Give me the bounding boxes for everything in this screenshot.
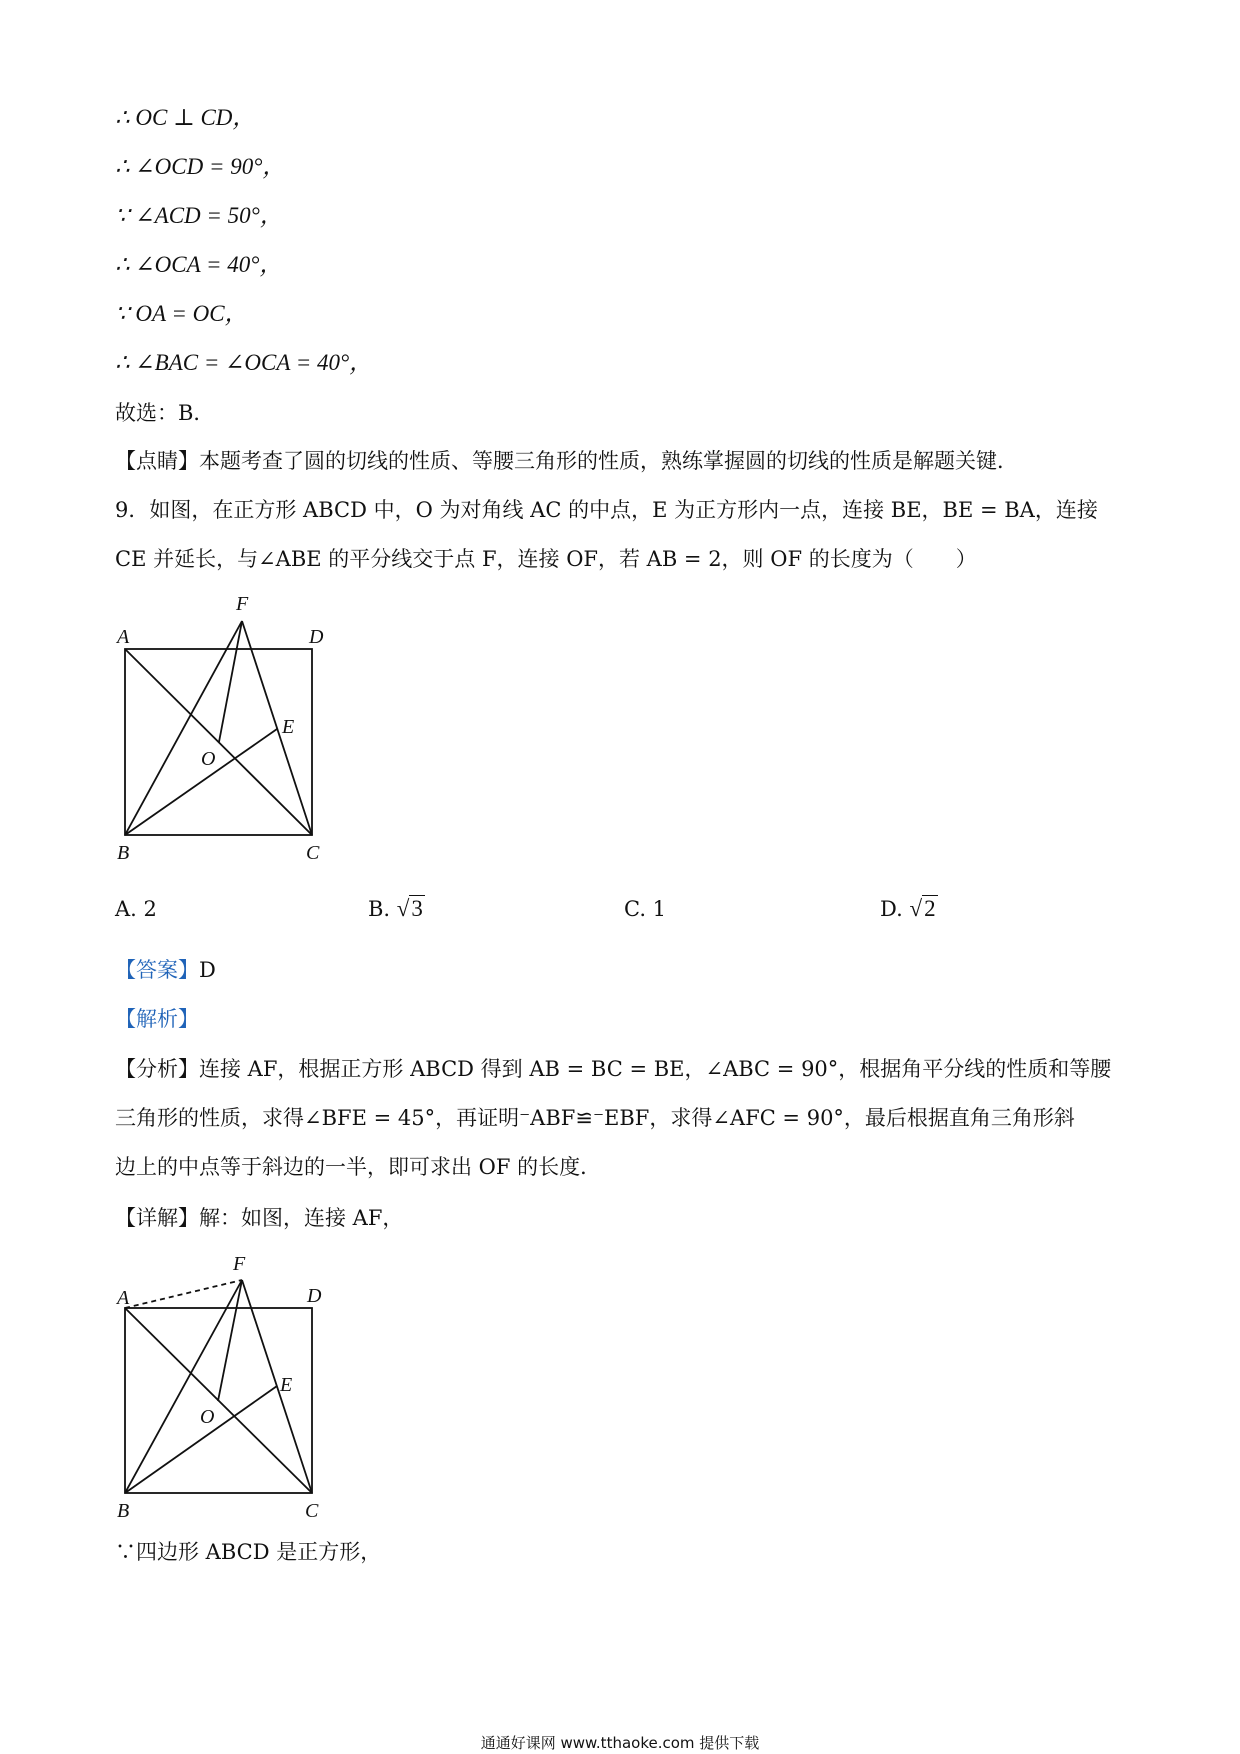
label-f-2: F <box>233 1253 246 1275</box>
figure-square-2 <box>105 1248 345 1528</box>
label-e: E <box>282 716 295 738</box>
label-f: F <box>236 593 249 615</box>
dianjing-tag: 【点睛】 <box>115 449 199 473</box>
label-e-2: E <box>280 1374 293 1396</box>
segment-be <box>125 729 277 835</box>
dianjing-paragraph <box>115 446 1018 476</box>
option-d-prefix: D. <box>880 897 903 921</box>
fenxi-text-1: 连接 AF，根据正方形 ABCD 得到 AB = BC = BE，∠ABC = 90°，根据角平分线的性质和等腰 <box>199 1057 1112 1081</box>
option-a: A. 2 <box>115 897 157 921</box>
xiangjie-line <box>115 1203 403 1233</box>
derivation-line-4: ∴ ∠OCA = 40°， <box>115 252 283 277</box>
segment-of <box>219 621 242 742</box>
label-a-2: A <box>117 1287 130 1309</box>
option-b <box>368 894 425 924</box>
segment-bf <box>125 621 242 835</box>
label-b-2: B <box>117 1500 130 1522</box>
diagonal-ac <box>125 649 312 835</box>
option-b-sqrt: √3 <box>396 896 423 921</box>
footer-watermark: 通通好课网 www.tthaoke.com 提供下载 <box>480 1734 760 1752</box>
option-d-sqrt: √2 <box>909 896 936 921</box>
dashed-segment-af <box>125 1280 242 1308</box>
label-a: A <box>117 626 130 648</box>
figure-square-1 <box>105 585 345 875</box>
option-c: C. 1 <box>624 897 667 921</box>
label-c-2: C <box>305 1500 319 1522</box>
label-o-2: O <box>200 1406 215 1428</box>
answer-value: D <box>199 958 216 982</box>
answer-line <box>115 955 216 985</box>
label-c: C <box>306 842 320 864</box>
fenxi-line-2: 三角形的性质，求得∠BFE = 45°，再证明⁻ABF≌⁻EBF，求得∠AFC = 90°，最后根据直角三角形斜 <box>115 1106 1075 1130</box>
segment-bf-2 <box>125 1280 242 1493</box>
fenxi-line-1 <box>115 1054 1111 1084</box>
segment-cf <box>242 621 312 835</box>
label-d-2: D <box>307 1285 322 1307</box>
fenxi-tag: 【分析】 <box>115 1057 199 1081</box>
last-line: ∵四边形 ABCD 是正方形， <box>115 1540 382 1564</box>
answer-tag: 【答案】 <box>115 958 199 982</box>
label-b: B <box>117 842 130 864</box>
xiangjie-text: 解：如图，连接 AF， <box>199 1206 404 1230</box>
label-o: O <box>201 748 216 770</box>
choice-line: 故选：B． <box>115 401 215 425</box>
derivation-line-2: ∴ ∠OCD = 90°， <box>115 154 286 179</box>
label-d: D <box>309 626 324 648</box>
option-b-prefix: B. <box>368 897 391 921</box>
derivation-line-6: ∴ ∠BAC = ∠OCA = 40°， <box>115 350 373 375</box>
derivation-line-5: ∵ OA = OC， <box>115 301 248 326</box>
dianjing-text: 本题考查了圆的切线的性质、等腰三角形的性质，熟练掌握圆的切线的性质是解题关键． <box>199 449 1018 473</box>
xiangjie-tag: 【详解】 <box>115 1206 199 1230</box>
question-line-1: 9．如图，在正方形 ABCD 中，O 为对角线 AC 的中点，E 为正方形内一点，连接 BE，BE = BA，连接 <box>115 498 1098 522</box>
segment-of-2 <box>218 1280 242 1401</box>
question-line-2: CE 并延长，与∠ABE 的平分线交于点 F，连接 OF，若 AB = 2，则 OF 的长度为（ ） <box>115 547 977 571</box>
option-d <box>880 894 938 924</box>
derivation-line-3: ∵ ∠ACD = 50°， <box>115 203 283 228</box>
fenxi-line-3: 边上的中点等于斜边的一半，即可求出 OF 的长度． <box>115 1155 602 1179</box>
segment-be-2 <box>125 1386 277 1493</box>
jiexi-tag: 【解析】 <box>115 1007 199 1031</box>
derivation-line-1: ∴ OC ⊥ CD， <box>115 105 256 130</box>
